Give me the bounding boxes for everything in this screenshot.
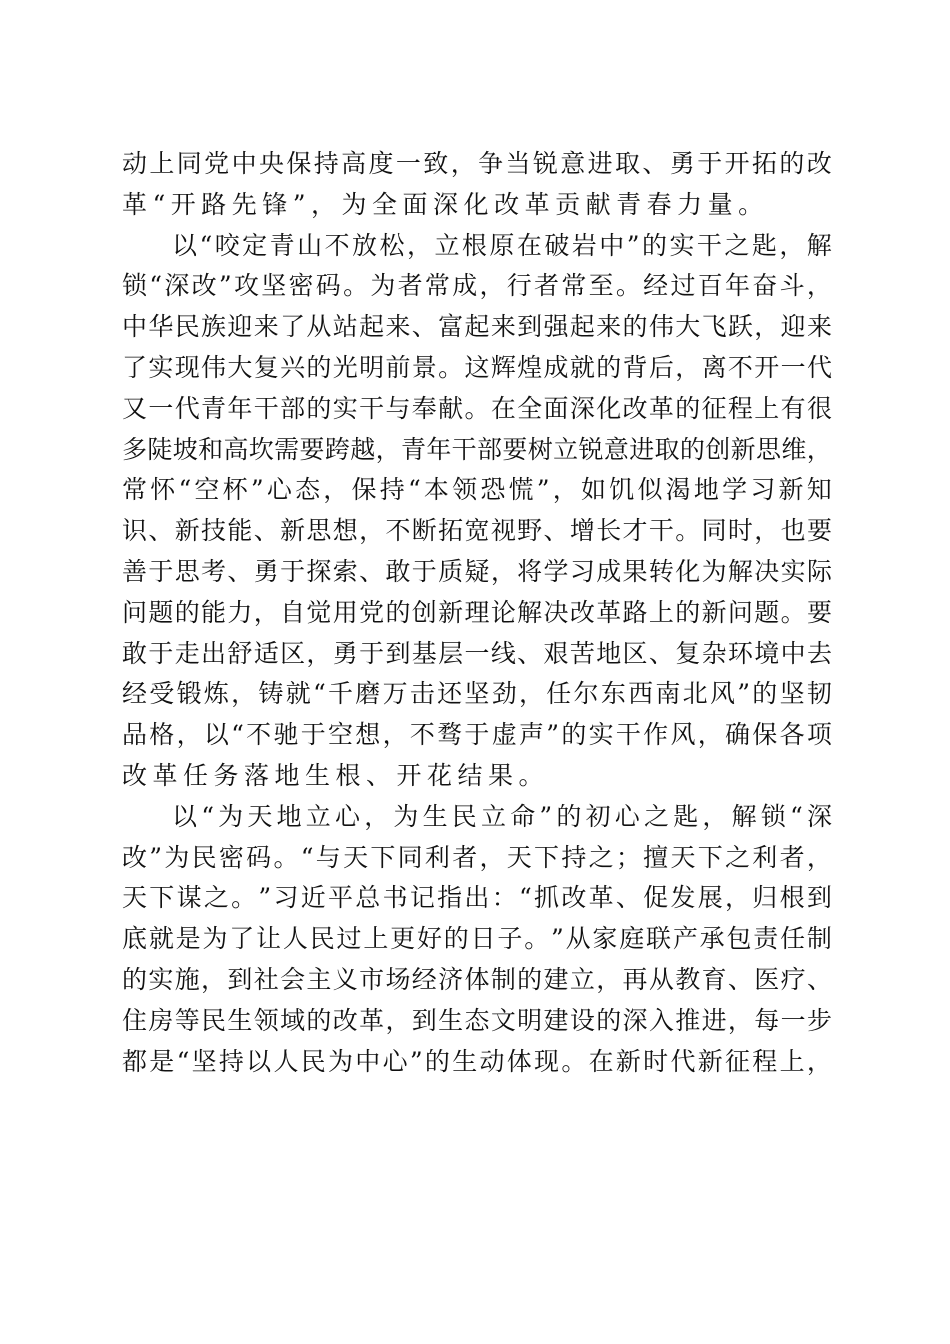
text-line: 改革任务落地生根、开花结果。 <box>122 760 550 790</box>
text-line: 底 就 是 为 了 让 人 民 过 上 更 好 的 日 子 。 ” 从 家 庭 联 产 承 包 责 任 制 <box>122 924 832 954</box>
text-line: 以 “ 咬 定 青 山 不 放 松 ， 立 根 原 在 破 岩 中 ” 的 实 干 之 匙 ， 解 <box>172 230 832 260</box>
text-line: 敢 于 走 出 舒 适 区 ， 勇 于 到 基 层 一 线 、 艰 苦 地 区 、 复 杂 环 境 中 去 <box>122 638 832 668</box>
text-line: 以 “ 为 天 地 立 心 ， 为 生 民 立 命 ” 的 初 心 之 匙 ， 解 锁 “ 深 <box>172 801 832 831</box>
text-line: 问 题 的 能 力 ， 自 觉 用 党 的 创 新 理 论 解 决 改 革 路 上 的 新 问 题 。 要 <box>122 597 832 627</box>
text-line: 改 ” 为 民 密 码 。 “ 与 天 下 同 利 者 ， 天 下 持 之 ； 擅 天 下 之 利 者 ， <box>122 842 832 872</box>
text-line: 又 一 代 青 年 干 部 的 实 干 与 奉 献 。 在 全 面 深 化 改 革 的 征 程 上 有 很 <box>122 393 832 423</box>
document-body <box>122 144 832 1082</box>
text-line: 革“开路先锋”，为全面深化改革贡献青春力量。 <box>122 189 769 219</box>
paragraph-p2 <box>122 226 832 797</box>
paragraph-p3 <box>122 797 832 1083</box>
text-line: 天 下 谋 之 。 ” 习 近 平 总 书 记 指 出 ： “ 抓 改 革 、 促 发 展 ， 归 根 到 <box>122 883 832 913</box>
text-line: 品 格 ， 以 “ 不 驰 于 空 想 ， 不 骛 于 虚 声 ” 的 实 干 作 风 ， 确 保 各 项 <box>122 720 832 750</box>
text-line: 住 房 等 民 生 领 域 的 改 革 ， 到 生 态 文 明 建 设 的 深 入 推 进 ， 每 一 步 <box>122 1005 832 1035</box>
text-line: 多 陡 坡 和 高 坎 需 要 跨 越 ， 青 年 干 部 要 树 立 锐 意 进 取 的 创 新 思 维 ， <box>122 434 832 464</box>
text-line: 常 怀 “ 空 杯 ” 心 态 ， 保 持 “ 本 领 恐 慌 ” ， 如 饥 似 渴 地 学 习 新 知 <box>122 475 832 505</box>
paragraph-p1 <box>122 144 832 226</box>
text-line: 的 实 施 ， 到 社 会 主 义 市 场 经 济 体 制 的 建 立 ， 再 从 教 育 、 医 疗 、 <box>122 964 832 994</box>
text-line: 善 于 思 考 、 勇 于 探 索 、 敢 于 质 疑 ， 将 学 习 成 果 转 化 为 解 决 实 际 <box>122 556 832 586</box>
text-line: 了 实 现 伟 大 复 兴 的 光 明 前 景 。 这 辉 煌 成 就 的 背 后 ， 离 不 开 一 代 <box>122 352 832 382</box>
text-line: 都 是 “ 坚 持 以 人 民 为 中 心 ” 的 生 动 体 现 。 在 新 时 代 新 征 程 上 ， <box>122 1046 832 1076</box>
text-line: 锁 “ 深 改 ” 攻 坚 密 码 。 为 者 常 成 ， 行 者 常 至 。 经 过 百 年 奋 斗 ， <box>122 271 832 301</box>
text-line: 识 、 新 技 能 、 新 思 想 ， 不 断 拓 宽 视 野 、 增 长 才 干 。 同 时 ， 也 要 <box>122 516 832 546</box>
text-line: 中 华 民 族 迎 来 了 从 站 起 来 、 富 起 来 到 强 起 来 的 伟 大 飞 跃 ， 迎 来 <box>122 312 832 342</box>
text-line: 动 上 同 党 中 央 保 持 高 度 一 致 ， 争 当 锐 意 进 取 、 勇 于 开 拓 的 改 <box>122 149 832 178</box>
text-line: 经 受 锻 炼 ， 铸 就 “ 千 磨 万 击 还 坚 劲 ， 任 尔 东 西 南 北 风 ” 的 坚 韧 <box>122 679 832 709</box>
